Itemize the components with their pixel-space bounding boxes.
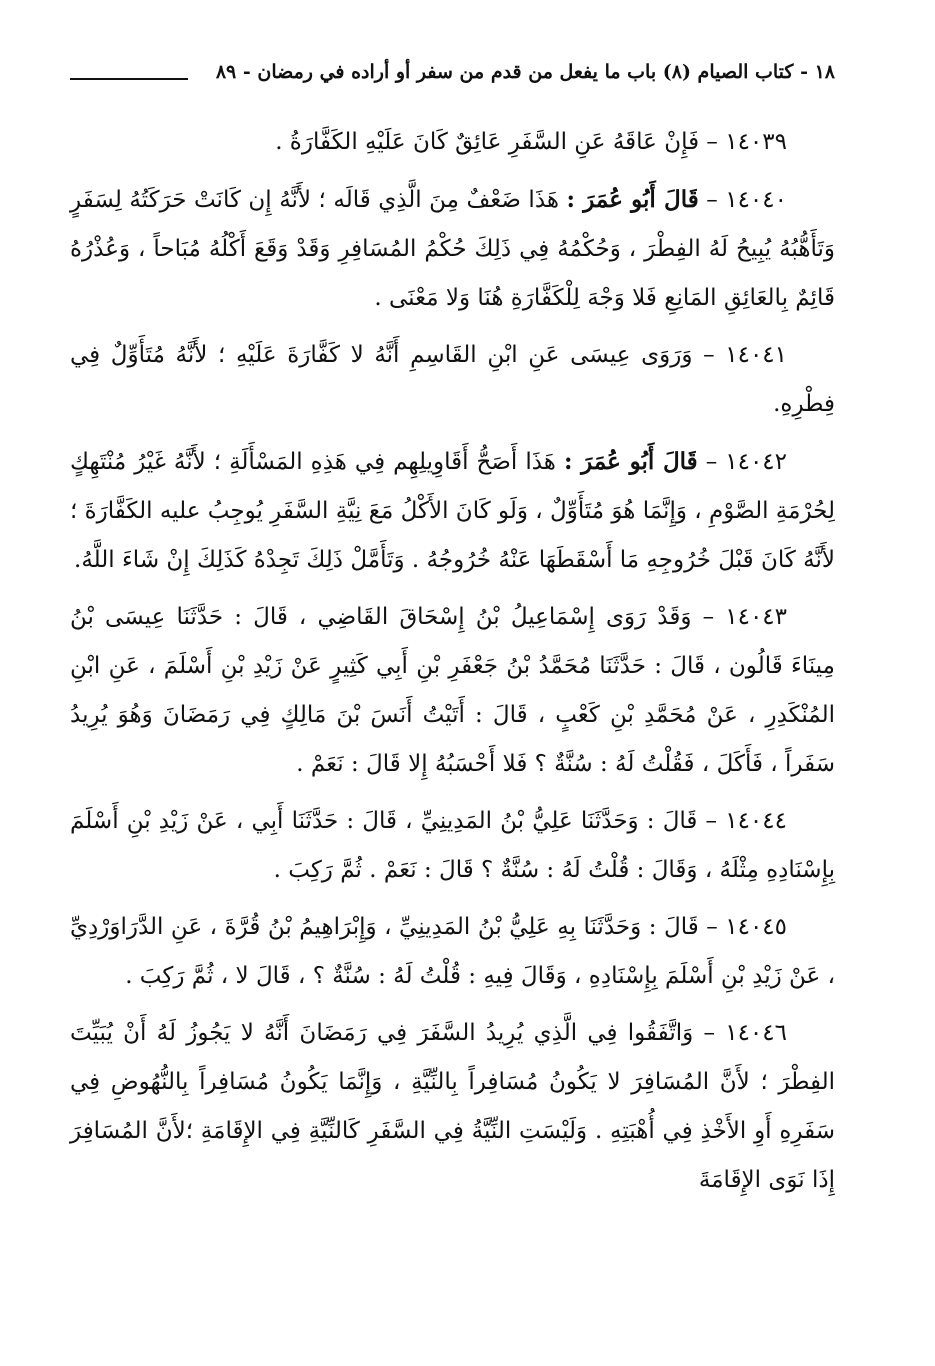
- paragraph-14046: [70, 1009, 835, 1205]
- paragraph-dash: –: [698, 187, 718, 213]
- header-title: ١٨ - كتاب الصيام (٨) باب ما يفعل من قدم من سفر أو أراده في رمضان - ٨٩: [215, 61, 835, 83]
- paragraph-text: هَذَا أَصَحُّ أَقَاوِيلِهِم فِي هَذِهِ المَسْأَلَةِ ؛ لأَنَّهُ غَيْرُ مُنْتَهِكٍ لِحُرْمَةِ الصَّوْمِ ، وَإِنَّمَا هُوَ مُتَأَوِّلٌ ، وَلَو كَانَ الأَكْلُ مَعَ نِيَّةِ السَّفَرِ يُوجِبُ عليه الكَفَّارَةَ ؛ لأَنَّهُ كَانَ قَبْلَ خُرُوجِهِ مَا أَسْقَطَهَا عَنْهُ خُرُوجُهُ . وَتَأَمَّلْ ذَلِكَ تَجِدْهُ كَذَلِكَ إِنْ شَاءَ اللَّهُ.: [70, 449, 835, 573]
- paragraph-text: وَرَوَى عِيسَى عَنِ ابْنِ القَاسِمِ أَنَّهُ لا كَفَّارَةَ عَلَيْهِ ؛ لأَنَّهُ مُتَأَوِّلٌ فِي فِطْرِهِ.: [70, 342, 835, 417]
- paragraph-number: ١٤٠٣٩: [725, 129, 787, 155]
- paragraph-number: ١٤٠٤٣: [725, 604, 788, 630]
- paragraph-number: ١٤٠٤٢: [725, 449, 788, 475]
- main-text: [70, 118, 835, 1213]
- paragraph-text: قَالَ : وَحَدَّثَنَا عَلِيُّ بْنُ المَدِينِيِّ ، قَالَ : حَدَّثَنَا أَبِي ، عَنْ زَيْدِ بْنِ أَسْلَمَ بِإِسْنَادِهِ مِثْلَهُ ، وَقَالَ : قُلْتُ لَهُ : سُنَّةٌ ؟ قَالَ : نَعَمْ . ثُمَّ رَكِبَ .: [70, 808, 835, 883]
- paragraph-text: وَقَدْ رَوَى إِسْمَاعِيلُ بْنُ إِسْحَاقَ القَاضِي ، قَالَ : حَدَّثَنَا عِيسَى بْنُ مِينَاءَ قَالُون ، قَالَ : حَدَّثَنَا مُحَمَّدُ بْنُ جَعْفَرِ بْنِ أَبِي كَثِيرٍ عَنْ زَيْدِ بْنِ أَسْلَمَ ، عَنِ ابْنِ المُنْكَدِرِ ، عَنْ مُحَمَّدِ بْنِ كَعْبٍ ، قَالَ : أَتَيْتُ أَنَسَ بْنَ مَالِكٍ فِي رَمَضَانَ وَهُوَ يُرِيدُ سَفَراً ، فَأَكَلَ ، فَقُلْتُ لَهُ : سُنَّةٌ ؟ فَلا أَحْسَبُهُ إِلا قَالَ : نَعَمْ .: [70, 604, 835, 777]
- paragraph-dash: –: [699, 129, 718, 155]
- paragraph-text: وَاتَّفَقُوا فِي الَّذِي يُرِيدُ السَّفَرَ فِي رَمَضَانَ أَنَّهُ لا يَجُوزُ لَهُ أَنْ يُبَيِّتَ الفِطْرَ ؛ لأَنَّ المُسَافِرَ لا يَكُونُ مُسَافِراً بِالنِّيَّةِ ، وَإِنَّمَا يَكُونُ مُسَافِراً بِالنُّهُوضِ فِي سَفَرِهِ أَوِ الأَخْذِ فِي أُهْبَتِهِ . وَلَيْسَتِ النِّيَّةُ فِي السَّفَرِ كَالنِّيَّةِ فِي الإِقَامَةِ ؛لأَنَّ المُسَافِرَ إِذَا نَوَى الإِقَامَةَ: [70, 1020, 835, 1193]
- paragraph-text: قَالَ : وَحَدَّثَنَا بِهِ عَلِيُّ بْنُ المَدِينِيِّ ، وَإِبْرَاهِيمُ بْنُ قُرَّةَ ، عَنِ الدَّرَاوَرْدِيِّ ، عَنْ زَيْدِ بْنِ أَسْلَمَ بِإِسْنَادِهِ ، وَقَالَ فِيهِ : قُلْتُ لَهُ : سُنَّةٌ ؟ ، قَالَ لا ، ثُمَّ رَكِبَ .: [70, 914, 835, 989]
- paragraph-14043: [70, 593, 835, 789]
- paragraph-text: فَإِنْ عَاقَهُ عَنِ السَّفَرِ عَائِقٌ كَانَ عَلَيْهِ الكَفَّارَةُ .: [275, 129, 700, 155]
- paragraph-number: ١٤٠٤٥: [725, 914, 788, 940]
- paragraph-14045: [70, 903, 835, 1001]
- paragraph-14042: [70, 437, 835, 585]
- speaker-label: قَالَ أَبُو عُمَرَ :: [563, 448, 698, 475]
- paragraph-number: ١٤٠٤٠: [725, 187, 787, 213]
- paragraph-number: ١٤٠٤١: [725, 342, 788, 368]
- paragraph-dash: –: [698, 914, 718, 940]
- paragraph-dash: –: [692, 342, 715, 368]
- paragraph-dash: –: [697, 808, 718, 834]
- paragraph-number: ١٤٠٤٦: [725, 1020, 787, 1046]
- header-rule: [70, 78, 188, 80]
- paragraph-14044: [70, 797, 835, 895]
- page-header: [70, 58, 835, 90]
- speaker-label: قَالَ أَبُو عُمَرَ :: [566, 186, 699, 213]
- paragraph-dash: –: [691, 604, 715, 630]
- paragraph-text: هَذَا ضَعْفٌ مِنَ الَّذِي قَالَه ؛ لأَنَّهُ إِن كَانَتْ حَرَكَتُهُ لِسَفَرٍ وَتَأَهُّبُهُ يُبِيحُ لَهُ الفِطْرَ ، وَحُكْمُهُ فِي ذَلِكَ حُكْمُ المُسَافِرِ وَقَدْ وَقَعَ أَكْلُهُ مُبَاحاً ، وَعُذْرُهُ قَائِمٌ بِالعَائِقِ المَانِعِ فَلا وَجْهَ لِلْكَفَّارَةِ هُنَا وَلا مَعْنَى .: [70, 187, 835, 311]
- paragraph-14040: [70, 175, 835, 323]
- paragraph-14041: [70, 331, 835, 429]
- paragraph-number: ١٤٠٤٤: [725, 808, 787, 834]
- paragraph-14039: [70, 118, 835, 167]
- paragraph-dash: –: [693, 1020, 715, 1046]
- paragraph-dash: –: [697, 449, 718, 475]
